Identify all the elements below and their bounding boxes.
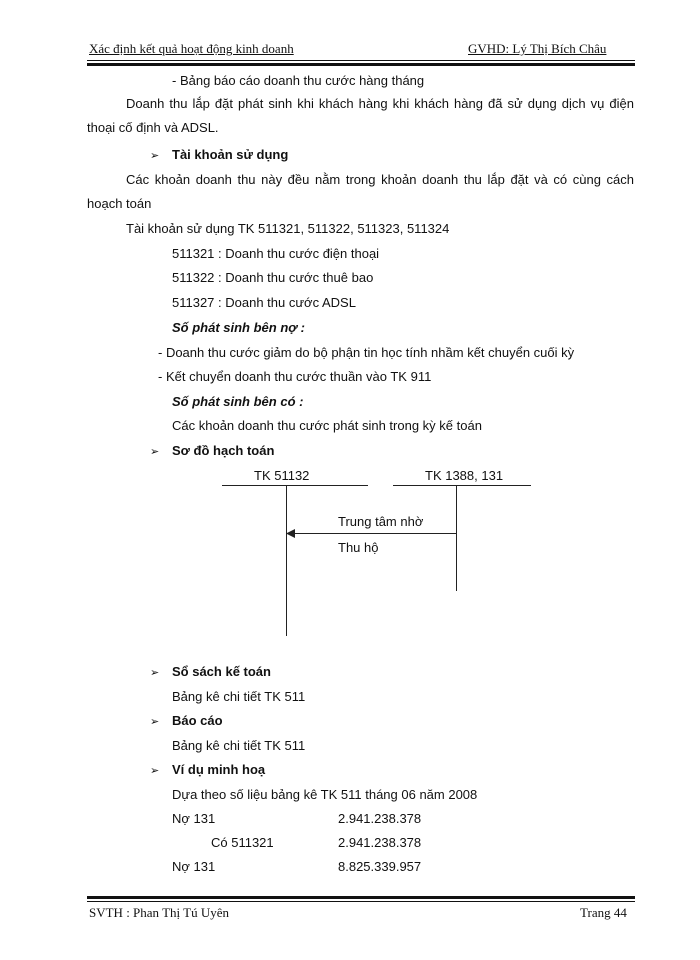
footer-student: SVTH : Phan Thị Tú Uyên bbox=[89, 905, 229, 920]
arrow-bullet-icon: ➢ bbox=[150, 150, 160, 162]
section-books bbox=[150, 664, 271, 679]
section-heading: Ví dụ minh hoạ bbox=[172, 762, 266, 777]
account-right-vline bbox=[456, 485, 457, 591]
section-example bbox=[150, 762, 265, 777]
account-511321: 511321 : Doanh thu cước điện thoại bbox=[172, 246, 380, 261]
section-heading: Sổ sách kế toán bbox=[172, 664, 271, 679]
account-511327: 511327 : Doanh thu cước ADSL bbox=[172, 295, 356, 310]
paragraph-1b: thoại cố định và ADSL. bbox=[87, 120, 219, 135]
arrow-bullet-icon: ➢ bbox=[150, 765, 160, 777]
flow-label-2: Thu hộ bbox=[338, 540, 379, 555]
section-diagram bbox=[150, 443, 274, 458]
paragraph-2a: Các khoản doanh thu này đều nằm trong khoản doanh thu lắp đặt và có cùng cách bbox=[126, 172, 634, 187]
section-report bbox=[150, 713, 223, 728]
section-heading: Báo cáo bbox=[172, 713, 223, 728]
account-right-hline bbox=[393, 485, 531, 486]
flow-arrow-line bbox=[293, 533, 456, 534]
account-left-vline bbox=[286, 485, 287, 636]
account-left-hline bbox=[222, 485, 368, 486]
entry-label: Nợ 131 bbox=[172, 859, 216, 874]
header-rule-thick bbox=[87, 63, 635, 66]
paragraph-1a: Doanh thu lắp đặt phát sinh khi khách hàng khi khách hàng đã sử dụng dịch vụ điện bbox=[126, 96, 634, 111]
arrow-bullet-icon: ➢ bbox=[150, 446, 160, 458]
section-accounts bbox=[150, 147, 288, 162]
example-intro: Dựa theo số liệu bảng kê TK 511 tháng 06 năm 2008 bbox=[172, 787, 478, 802]
account-511322: 511322 : Doanh thu cước thuê bao bbox=[172, 270, 374, 285]
footer-rule-thick bbox=[87, 896, 635, 899]
report-item: Bảng kê chi tiết TK 511 bbox=[172, 738, 306, 753]
account-right-label: TK 1388, 131 bbox=[425, 468, 504, 483]
paragraph-3: Tài khoản sử dụng TK 511321, 511322, 511323, 511324 bbox=[126, 221, 450, 236]
credit-item-1: Các khoản doanh thu cước phát sinh trong kỳ kế toán bbox=[172, 418, 482, 433]
section-heading: Tài khoản sử dụng bbox=[172, 147, 289, 162]
arrow-bullet-icon: ➢ bbox=[150, 667, 160, 679]
debit-item-2: - Kết chuyển doanh thu cước thuần vào TK 911 bbox=[158, 369, 432, 384]
entry-label: Nợ 131 bbox=[172, 811, 216, 826]
credit-title: Số phát sinh bên có : bbox=[172, 394, 304, 409]
account-left-label: TK 51132 bbox=[254, 468, 310, 483]
entry-amount: 2.941.238.378 bbox=[338, 811, 422, 826]
entry-amount: 8.825.339.957 bbox=[338, 859, 422, 874]
books-item: Bảng kê chi tiết TK 511 bbox=[172, 689, 306, 704]
footer-page-number: Trang 44 bbox=[580, 905, 627, 920]
debit-item-1: - Doanh thu cước giảm do bộ phận tin học tính nhầm kết chuyển cuối kỳ bbox=[158, 345, 575, 360]
arrow-bullet-icon: ➢ bbox=[150, 716, 160, 728]
header-instructor: GVHD: Lý Thị Bích Châu bbox=[468, 41, 607, 56]
entry-label: Có 511321 bbox=[211, 835, 274, 850]
section-heading: Sơ đồ hạch toán bbox=[172, 443, 275, 458]
flow-label-1: Trung tâm nhờ bbox=[338, 514, 424, 529]
entry-amount: 2.941.238.378 bbox=[338, 835, 422, 850]
debit-title: Số phát sinh bên nợ : bbox=[172, 320, 305, 335]
report-line: - Bảng báo cáo doanh thu cước hàng tháng bbox=[172, 73, 425, 88]
header-rule-thin bbox=[87, 60, 635, 61]
paragraph-2b: hoạch toán bbox=[87, 196, 152, 211]
arrow-head-icon bbox=[286, 529, 295, 538]
footer-rule-thin bbox=[87, 901, 635, 902]
header-title: Xác định kết quả hoạt động kinh doanh bbox=[89, 41, 294, 56]
